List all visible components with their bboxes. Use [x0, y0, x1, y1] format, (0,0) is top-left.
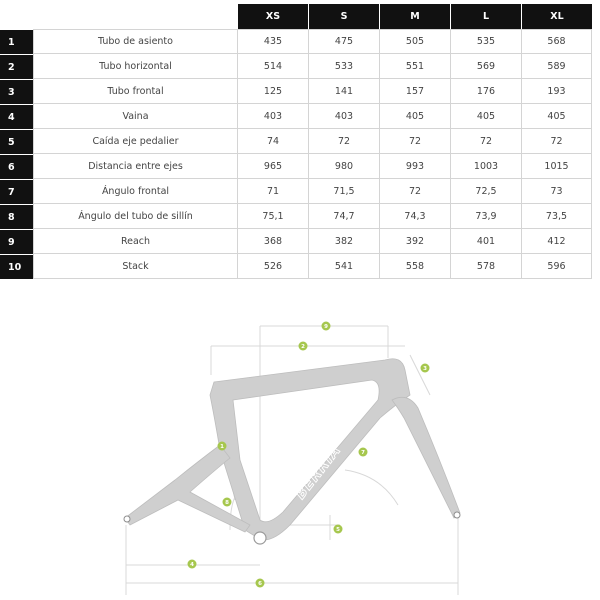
svg-text:9: 9: [324, 324, 328, 330]
row-label: Tubo horizontal: [33, 54, 237, 79]
cell-l: 535: [450, 29, 521, 54]
cell-l: 401: [450, 229, 521, 254]
marker-7: [359, 448, 368, 457]
size-header-m: M: [379, 4, 450, 29]
cell-m: 405: [379, 104, 450, 129]
cell-l: 1003: [450, 154, 521, 179]
size-header-row: [0, 4, 592, 29]
row-label: Vaina: [33, 104, 237, 129]
row-label: Stack: [33, 254, 237, 279]
size-header-l: L: [450, 4, 521, 29]
size-header-xs: XS: [237, 4, 308, 29]
row-label: Distancia entre ejes: [33, 154, 237, 179]
row-label: Ángulo del tubo de sillín: [33, 204, 237, 229]
frame-fork: [392, 397, 460, 518]
svg-text:2: 2: [301, 344, 305, 350]
cell-l: 73,9: [450, 204, 521, 229]
rear-dropout: [124, 516, 130, 522]
cell-s: 141: [308, 79, 379, 104]
cell-s: 71,5: [308, 179, 379, 204]
cell-l: 72: [450, 129, 521, 154]
row-number: 6: [0, 154, 33, 179]
cell-xl: 589: [521, 54, 592, 79]
frame-brand-logo: BERRIA: [292, 442, 345, 503]
marker-5: [334, 525, 343, 534]
svg-text:3: 3: [423, 366, 427, 372]
svg-text:7: 7: [361, 450, 365, 456]
row-label: Reach: [33, 229, 237, 254]
marker-4: [188, 560, 197, 569]
dimension-lines: [126, 326, 458, 595]
cell-xl: 193: [521, 79, 592, 104]
row-number: 5: [0, 129, 33, 154]
cell-m: 157: [379, 79, 450, 104]
row-number: 4: [0, 104, 33, 129]
marker-8: [223, 498, 232, 507]
cell-m: 551: [379, 54, 450, 79]
row-label: Caída eje pedalier: [33, 129, 237, 154]
table-row: [0, 204, 592, 229]
geometry-table: [0, 4, 592, 279]
cell-xs: 435: [237, 29, 308, 54]
front-dropout: [454, 512, 460, 518]
row-number: 1: [0, 29, 33, 54]
cell-xs: 125: [237, 79, 308, 104]
table-row: [0, 254, 592, 279]
cell-l: 569: [450, 54, 521, 79]
cell-xl: 412: [521, 229, 592, 254]
cell-xl: 72: [521, 129, 592, 154]
cell-m: 558: [379, 254, 450, 279]
row-label: Tubo de asiento: [33, 29, 237, 54]
cell-s: 980: [308, 154, 379, 179]
header-spacer: [33, 4, 237, 29]
size-header-xl: XL: [521, 4, 592, 29]
bottom-bracket: [254, 532, 266, 544]
bike-frame: [124, 359, 460, 544]
cell-l: 578: [450, 254, 521, 279]
row-number: 2: [0, 54, 33, 79]
cell-xl: 73,5: [521, 204, 592, 229]
cell-xl: 73: [521, 179, 592, 204]
row-number: 8: [0, 204, 33, 229]
cell-xl: 405: [521, 104, 592, 129]
cell-xs: 71: [237, 179, 308, 204]
cell-s: 74,7: [308, 204, 379, 229]
cell-m: 505: [379, 29, 450, 54]
frame-main-triangle: [210, 359, 410, 540]
cell-l: 72,5: [450, 179, 521, 204]
cell-xs: 965: [237, 154, 308, 179]
cell-xs: 74: [237, 129, 308, 154]
row-number: 9: [0, 229, 33, 254]
cell-l: 405: [450, 104, 521, 129]
cell-m: 72: [379, 179, 450, 204]
cell-xs: 403: [237, 104, 308, 129]
cell-m: 72: [379, 129, 450, 154]
table-row: [0, 79, 592, 104]
row-number: 7: [0, 179, 33, 204]
cell-s: 533: [308, 54, 379, 79]
cell-m: 74,3: [379, 204, 450, 229]
cell-xs: 514: [237, 54, 308, 79]
row-label: Tubo frontal: [33, 79, 237, 104]
cell-l: 176: [450, 79, 521, 104]
marker-1: [218, 442, 227, 451]
table-row: [0, 29, 592, 54]
cell-m: 993: [379, 154, 450, 179]
svg-text:1: 1: [220, 444, 224, 450]
bike-frame-diagram: [0, 300, 600, 600]
cell-xl: 596: [521, 254, 592, 279]
table-row: [0, 229, 592, 254]
cell-s: 541: [308, 254, 379, 279]
marker-2: [299, 342, 308, 351]
header-spacer: [0, 4, 33, 29]
table-row: [0, 54, 592, 79]
row-label: Ángulo frontal: [33, 179, 237, 204]
size-header-s: S: [308, 4, 379, 29]
table-row: [0, 104, 592, 129]
marker-9: [322, 322, 331, 331]
cell-xs: 75,1: [237, 204, 308, 229]
row-number: 3: [0, 79, 33, 104]
cell-s: 382: [308, 229, 379, 254]
cell-s: 475: [308, 29, 379, 54]
cell-xl: 568: [521, 29, 592, 54]
svg-text:5: 5: [336, 527, 340, 533]
cell-xl: 1015: [521, 154, 592, 179]
cell-xs: 368: [237, 229, 308, 254]
marker-6: [256, 579, 265, 588]
table-row: [0, 179, 592, 204]
cell-xs: 526: [237, 254, 308, 279]
svg-text:4: 4: [190, 562, 194, 568]
svg-text:6: 6: [258, 581, 262, 587]
table-row: [0, 129, 592, 154]
cell-s: 72: [308, 129, 379, 154]
cell-m: 392: [379, 229, 450, 254]
row-number: 10: [0, 254, 33, 279]
cell-s: 403: [308, 104, 379, 129]
table-row: [0, 154, 592, 179]
marker-3: [421, 364, 430, 373]
svg-text:8: 8: [225, 500, 229, 506]
